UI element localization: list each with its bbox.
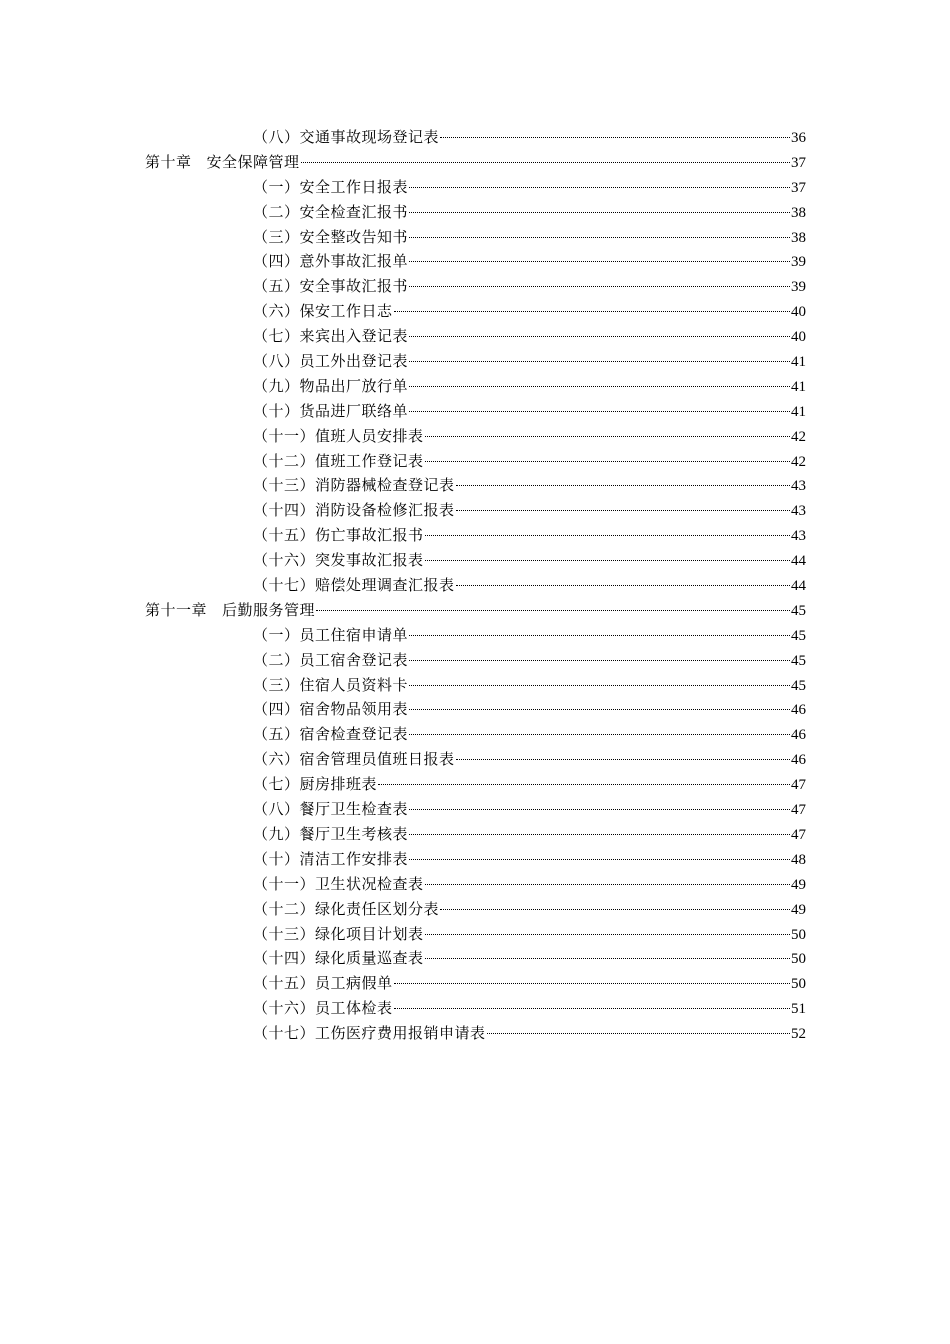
toc-entry-title: （十七）工伤医疗费用报销申请表 — [253, 1024, 486, 1043]
toc-page-number: 52 — [791, 1026, 806, 1043]
toc-entry-title: （十二）绿化责任区划分表 — [253, 899, 440, 918]
toc-section-entry[interactable] — [145, 449, 806, 474]
dot-leader — [409, 186, 790, 188]
dot-leader — [409, 733, 790, 735]
toc-page-number: 47 — [791, 777, 806, 794]
toc-section-entry[interactable] — [145, 523, 806, 548]
toc-section-entry[interactable] — [145, 822, 806, 847]
dot-leader — [409, 684, 790, 686]
dot-leader — [425, 883, 790, 885]
chapter-title: 后勤服务管理 — [222, 600, 316, 619]
dot-leader — [409, 410, 790, 412]
toc-section-entry[interactable] — [145, 722, 806, 747]
toc-section-entry[interactable] — [145, 797, 806, 822]
toc-entry-title: （一）安全工作日报表 — [253, 177, 409, 196]
toc-section-entry[interactable] — [145, 374, 806, 399]
toc-section-entry[interactable] — [145, 971, 806, 996]
dot-leader — [456, 509, 790, 511]
toc-section-entry[interactable] — [145, 225, 806, 250]
dot-leader — [425, 957, 790, 959]
toc-section-entry[interactable] — [145, 922, 806, 947]
toc-chapter-entry[interactable] — [145, 598, 806, 623]
dot-leader — [440, 908, 790, 910]
toc-entry-title: （十三）绿化项目计划表 — [253, 924, 424, 943]
table-of-contents — [145, 125, 806, 1046]
dot-leader — [409, 708, 790, 710]
dot-leader — [440, 136, 790, 138]
dot-leader — [409, 236, 790, 238]
toc-entry-title: （十六）突发事故汇报表 — [253, 551, 424, 570]
toc-entry-title: （八）交通事故现场登记表 — [253, 128, 440, 146]
toc-page-number: 45 — [791, 627, 806, 644]
toc-section-entry[interactable] — [145, 175, 806, 200]
toc-section-entry[interactable] — [145, 996, 806, 1021]
toc-section-entry[interactable] — [145, 673, 806, 698]
toc-page-number: 41 — [791, 403, 806, 420]
toc-page-number: 39 — [791, 254, 806, 271]
dot-leader — [301, 161, 790, 163]
toc-section-entry[interactable] — [145, 249, 806, 274]
dot-leader — [409, 634, 790, 636]
dot-leader — [409, 211, 790, 213]
toc-page-number: 50 — [791, 976, 806, 993]
toc-entry-title: （五）安全事故汇报书 — [253, 277, 409, 296]
dot-leader — [409, 360, 790, 362]
toc-page-number: 42 — [791, 453, 806, 470]
toc-entry-title: （三）住宿人员资料卡 — [253, 675, 409, 694]
toc-page-number: 42 — [791, 428, 806, 445]
toc-section-entry[interactable] — [145, 897, 806, 922]
dot-leader — [409, 385, 790, 387]
toc-page-number: 39 — [791, 279, 806, 296]
chapter-title: 安全保障管理 — [206, 152, 300, 171]
toc-section-entry[interactable] — [145, 424, 806, 449]
chapter-number: 第十一章 — [145, 600, 208, 619]
toc-entry-title — [145, 598, 315, 623]
toc-section-entry[interactable] — [145, 349, 806, 374]
toc-section-entry[interactable] — [145, 125, 806, 150]
toc-entry-title: （十七）赔偿处理调查汇报表 — [253, 576, 455, 595]
toc-page-number: 38 — [791, 204, 806, 221]
toc-section-entry[interactable] — [145, 847, 806, 872]
dot-leader — [487, 1032, 790, 1034]
dot-leader — [425, 933, 790, 935]
toc-page-number: 46 — [791, 727, 806, 744]
toc-section-entry[interactable] — [145, 772, 806, 797]
toc-entry-title: （九）物品出厂放行单 — [253, 376, 409, 395]
toc-entry-title: （十六）员工体检表 — [253, 999, 393, 1018]
toc-page-number: 41 — [791, 354, 806, 371]
toc-entry-title: （九）餐厅卫生考核表 — [253, 824, 409, 843]
toc-page-number: 44 — [791, 578, 806, 595]
toc-page-number: 36 — [791, 130, 806, 146]
toc-section-entry[interactable] — [145, 200, 806, 225]
toc-page-number: 47 — [791, 826, 806, 843]
dot-leader — [378, 783, 790, 785]
toc-page-number: 45 — [791, 677, 806, 694]
toc-entry-title: （十四）消防设备检修汇报表 — [253, 501, 455, 520]
toc-page-number: 49 — [791, 901, 806, 918]
dot-leader — [456, 484, 790, 486]
toc-section-entry[interactable] — [145, 324, 806, 349]
toc-entry-title: （七）厨房排班表 — [253, 775, 378, 794]
toc-entry-title: （十五）员工病假单 — [253, 974, 393, 993]
toc-section-entry[interactable] — [145, 299, 806, 324]
dot-leader — [409, 833, 790, 835]
dot-leader — [409, 858, 790, 860]
dot-leader — [425, 435, 790, 437]
toc-entry-title: （八）员工外出登记表 — [253, 352, 409, 371]
toc-entry-title: （十一）值班人员安排表 — [253, 426, 424, 445]
toc-entry-title: （三）安全整改告知书 — [253, 227, 409, 246]
dot-leader — [456, 758, 790, 760]
toc-page-number: 40 — [791, 304, 806, 321]
toc-page-number: 41 — [791, 378, 806, 395]
toc-page-number: 47 — [791, 802, 806, 819]
dot-leader — [425, 460, 790, 462]
toc-page-number: 50 — [791, 926, 806, 943]
toc-page-number: 37 — [791, 179, 806, 196]
toc-section-entry[interactable] — [145, 648, 806, 673]
toc-section-entry[interactable] — [145, 747, 806, 772]
toc-page-number: 46 — [791, 752, 806, 769]
dot-leader — [394, 1007, 790, 1009]
toc-entry-title: （十）货品进厂联络单 — [253, 401, 409, 420]
dot-leader — [409, 659, 790, 661]
toc-page-number: 40 — [791, 329, 806, 346]
toc-entry-title: （二）员工宿舍登记表 — [253, 650, 409, 669]
toc-entry-title: （四）宿舍物品领用表 — [253, 700, 409, 719]
toc-entry-title: （五）宿舍检查登记表 — [253, 725, 409, 744]
toc-entry-title: （十三）消防器械检查登记表 — [253, 476, 455, 495]
toc-section-entry[interactable] — [145, 946, 806, 971]
toc-entry-title: （十五）伤亡事故汇报书 — [253, 526, 424, 545]
chapter-number: 第十章 — [145, 152, 192, 171]
toc-page-number: 43 — [791, 478, 806, 495]
toc-page-number: 51 — [791, 1001, 806, 1018]
toc-page-number: 43 — [791, 528, 806, 545]
toc-section-entry[interactable] — [145, 872, 806, 897]
toc-page-number: 45 — [791, 602, 806, 619]
dot-leader — [394, 982, 790, 984]
toc-page-number: 46 — [791, 702, 806, 719]
toc-entry-title: （六）宿舍管理员值班日报表 — [253, 750, 455, 769]
toc-page-number: 50 — [791, 951, 806, 968]
toc-page-number: 37 — [791, 154, 806, 171]
toc-page-number: 49 — [791, 876, 806, 893]
toc-page-number: 44 — [791, 553, 806, 570]
toc-entry-title: （六）保安工作日志 — [253, 302, 393, 321]
toc-section-entry[interactable] — [145, 274, 806, 299]
toc-entry-title: （十）清洁工作安排表 — [253, 849, 409, 868]
dot-leader — [409, 260, 790, 262]
dot-leader — [425, 534, 790, 536]
dot-leader — [425, 559, 790, 561]
toc-entry-title: （一）员工住宿申请单 — [253, 625, 409, 644]
toc-entry-title: （二）安全检查汇报书 — [253, 202, 409, 221]
toc-entry-title: （八）餐厅卫生检查表 — [253, 800, 409, 819]
toc-entry-title: （十四）绿化质量巡查表 — [253, 949, 424, 968]
toc-page-number: 38 — [791, 229, 806, 246]
toc-entry-title: （十一）卫生状况检查表 — [253, 874, 424, 893]
toc-page-number: 45 — [791, 652, 806, 669]
dot-leader — [456, 584, 790, 586]
toc-page-number: 48 — [791, 851, 806, 868]
toc-section-entry[interactable] — [145, 473, 806, 498]
dot-leader — [316, 609, 790, 611]
toc-section-entry[interactable] — [145, 623, 806, 648]
toc-page-number: 43 — [791, 503, 806, 520]
toc-entry-title: （四）意外事故汇报单 — [253, 252, 409, 271]
toc-chapter-entry[interactable] — [145, 150, 806, 175]
toc-section-entry[interactable] — [145, 1021, 806, 1046]
dot-leader — [409, 808, 790, 810]
toc-section-entry[interactable] — [145, 573, 806, 598]
toc-section-entry[interactable] — [145, 697, 806, 722]
toc-entry-title: （七）来宾出入登记表 — [253, 327, 409, 346]
toc-entry-title: （十二）值班工作登记表 — [253, 451, 424, 470]
toc-section-entry[interactable] — [145, 498, 806, 523]
dot-leader — [394, 310, 790, 312]
toc-entry-title — [145, 150, 300, 175]
toc-section-entry[interactable] — [145, 548, 806, 573]
dot-leader — [409, 335, 790, 337]
toc-section-entry[interactable] — [145, 399, 806, 424]
dot-leader — [409, 285, 790, 287]
